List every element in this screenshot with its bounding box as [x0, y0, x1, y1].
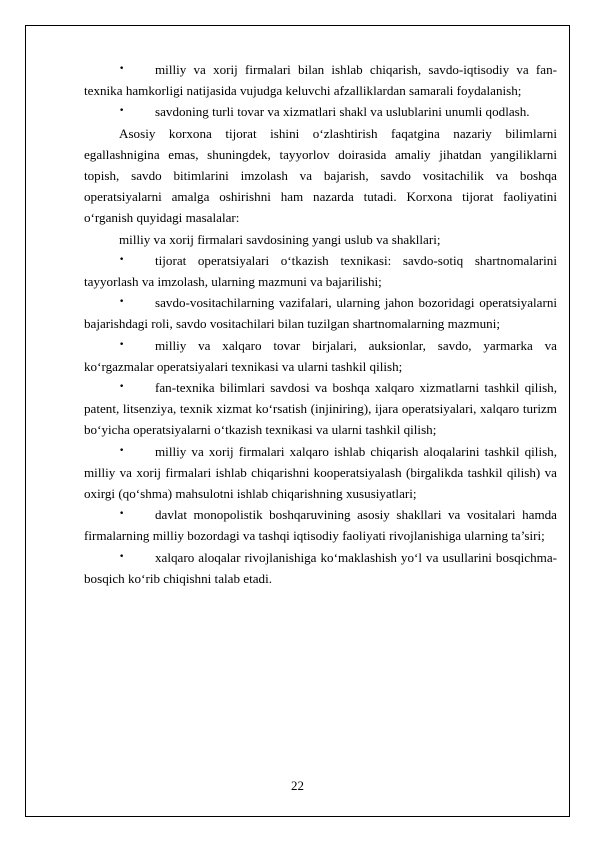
bullet-text: milliy va xorij firmalari xalqaro ishlab chiqarish aloqalarini tashkil qilish, milliy va xorij firmalari ishlab chiqarishni kooperatsiyalash (birgalikda tashkil qilish) va oxirgi (qo‘shma) mahsulotni ishlab chiqarishning xususiyatlari;	[84, 443, 557, 502]
bullet-text: milliy va xorij firmalari bilan ishlab chiqarish, savdo-iqtisodiy va fan-texnika hamkorligi natijasida vujudga keluvchi afzalliklardan samarali foydalanish;	[84, 62, 557, 99]
bullet-text: tijorat operatsiyalari o‘tkazish texnikasi: savdo-sotiq shartnomalarini tayyorlash va imzolash, ularning mazmuni va bajarilishi;	[84, 252, 557, 290]
bullet-item	[84, 101, 557, 122]
bullet-text: davlat monopolistik boshqaruvining asosiy shakllari va vositalari hamda firmalarning milliy bozordagi va tashqi iqtisodiy faoliyati rivojlanishiga ularning ta’siri;	[84, 507, 557, 544]
page-number: 22	[291, 778, 304, 793]
bullet-item	[84, 504, 557, 546]
bullet-item	[84, 335, 557, 377]
bullet-text: milliy va xalqaro tovar birjalari, auksionlar, savdo, yarmarka va ko‘rgazmalar operatsiyalari texnikasi va ularni tashkil qilish;	[84, 337, 557, 374]
bullet-item	[84, 59, 557, 101]
bullet-icon: •	[119, 297, 125, 308]
bullet-text: xalqaro aloqalar rivojlanishiga ko‘maklashish yo‘l va usullarini bosqichma- bosqich ko‘rib chiqishni talab etadi.	[84, 549, 557, 586]
bullet-item	[84, 377, 557, 441]
paragraph: milliy va xorij firmalari savdosining yangi uslub va shakllari;	[119, 231, 441, 247]
bullet-icon: •	[119, 445, 125, 456]
document-body	[84, 59, 557, 589]
paragraph: Asosiy korxona tijorat ishini o‘zlashtirish faqatgina nazariy bilimlarni egallashnigina emas, shuningdek, tayyorlov doirasida amaliy jihatdan yangiliklarni topish, savdo bitimlarini imzolash va bajarish, savdo vositachilik va boshqa operatsiyalarni amalga oshirishni ham nazarda tutadi. Korxona tijorat faoliyatini o‘rganish quyidagi masalalar:	[84, 125, 557, 226]
bullet-item	[84, 547, 557, 589]
bullet-icon: •	[119, 106, 125, 117]
bullet-icon: •	[119, 254, 125, 265]
bullet-icon: •	[119, 339, 125, 350]
bullet-icon: •	[119, 551, 125, 562]
bullet-text: fan-texnika bilimlari savdosi va boshqa xalqaro xizmatlarni tashkil qilish, patent, litsenziya, texnik xizmat ko‘rsatish (injiniring), ijara operatsiyalari, xalqaro turizm bo‘yicha operatsiyalarni o‘tkazish texnikasi va ularni tashkil qilish;	[84, 380, 557, 438]
bullet-item	[84, 250, 557, 292]
bullet-text: savdoning turli tovar va xizmatlari shakl va uslublarini unumli qodlash.	[155, 104, 530, 120]
bullet-item	[84, 292, 557, 334]
bullet-icon: •	[119, 64, 125, 74]
bullet-text: savdo-vositachilarning vazifalari, ularning jahon bozoridagi operatsiyalarni bajarishdagi roli, savdo vositachilari bilan tuzilgan shartnomalarning mazmuni;	[84, 295, 557, 332]
bullet-icon: •	[119, 382, 125, 393]
bullet-item	[84, 441, 557, 505]
bullet-icon: •	[119, 509, 125, 520]
